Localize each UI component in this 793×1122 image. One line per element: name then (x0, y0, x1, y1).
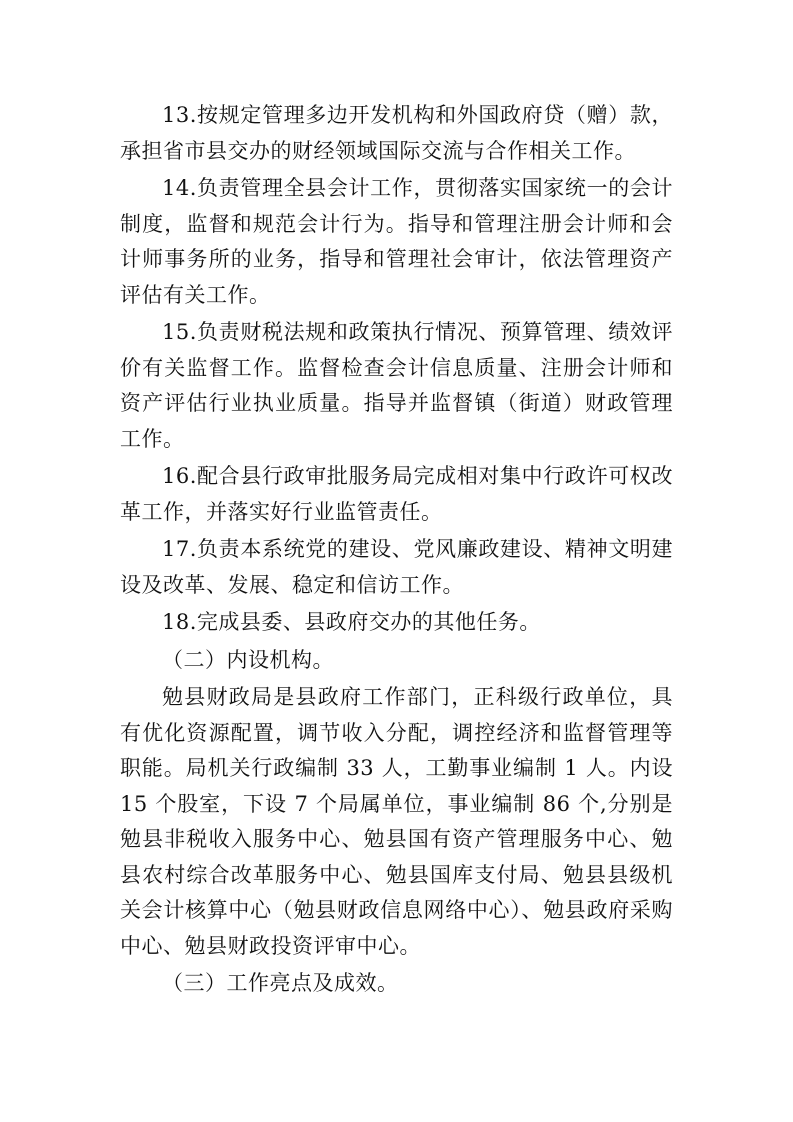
section-heading-internal-structure: （二）内设机构。 (162, 647, 334, 672)
duty-item-16: 16.配合县行政审批服务局完成相对集中行政许可权改革工作，并落实好行业监管责任。 (120, 464, 673, 524)
duty-item-17: 17.负责本系统党的建设、党风廉政建设、精神文明建设及改革、发展、稳定和信访工作。 (120, 537, 673, 597)
internal-structure-paragraph: 勉县财政局是县政府工作部门，正科级行政单位，具有优化资源配置，调节收入分配，调控经济和监督管理等职能。局机关行政编制 33 人，工勤事业编制 1 人。内设 15 个股室，下设 7 个局属单位，事业编制 86 个,分别是勉县非税收入服务中心、勉县国有资产管理服务中心、勉县农村综合改革服务中心、勉县国库支付局、勉县县级机关会计核算中心（勉县财政信息网络中心）、勉县政府采购中心、勉县财政投资评审中心。 (120, 685, 673, 958)
duty-item-15: 15.负责财税法规和政策执行情况、预算管理、绩效评价有关监督工作。监督检查会计信息质量、注册会计师和资产评估行业执业质量。指导并监督镇（街道）财政管理工作。 (120, 320, 673, 451)
section-heading-highlights: （三）工作亮点及成效。 (162, 971, 399, 995)
duty-item-18: 18.完成县委、县政府交办的其他任务。 (162, 610, 541, 634)
duty-item-13: 13.按规定管理多边开发机构和外国政府贷（赠）款，承担省市县交办的财经领域国际交流与合作相关工作。 (120, 103, 673, 163)
document-body (120, 98, 673, 1004)
duty-item-14: 14.负责管理全县会计工作，贯彻落实国家统一的会计制度，监督和规范会计行为。指导和管理注册会计师和会计师事务所的业务，指导和管理社会审计，依法管理资产评估有关工作。 (120, 176, 673, 307)
